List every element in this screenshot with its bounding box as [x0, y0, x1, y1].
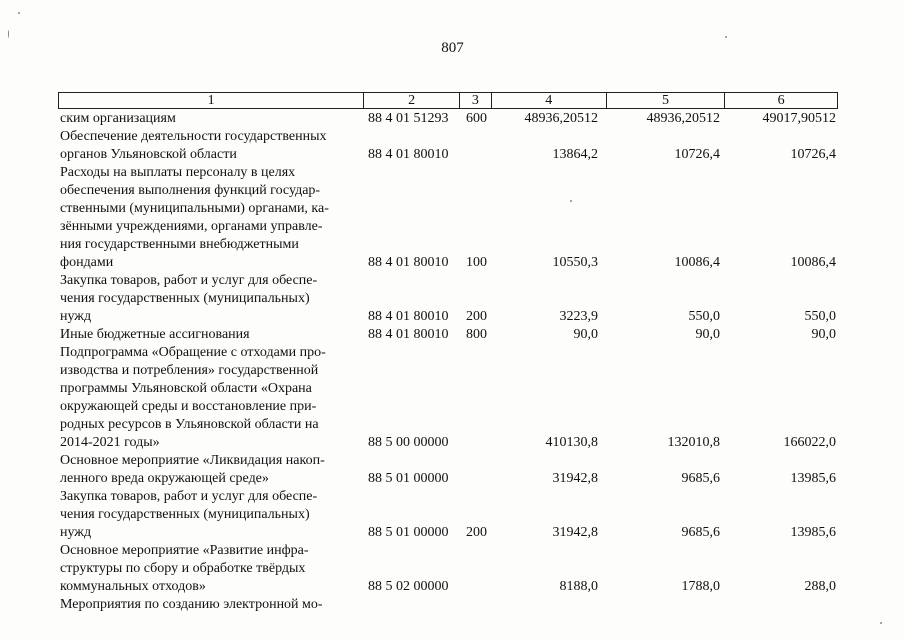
header-col-5: 5: [607, 93, 726, 108]
row-name-line: Закупка товаров, работ и услуг для обеспе-: [60, 273, 318, 288]
row-v4: 31942,8: [552, 525, 598, 540]
row-name: [60, 326, 356, 344]
row-name-line: ленного вреда окружающей среде»: [60, 471, 269, 486]
table-header: [58, 92, 838, 109]
row-v4: 90,0: [573, 327, 598, 342]
row-name: [60, 272, 356, 326]
row-name-line: Подпрограмма «Обращение с отходами про-: [60, 345, 326, 360]
row-code: 88 4 01 80010: [368, 327, 449, 342]
row-name-line: Мероприятия по созданию электронной мо-: [60, 597, 323, 612]
row-name-line: ния государственными внебюджетными: [60, 237, 299, 252]
row-name: [60, 452, 356, 488]
row-code: 88 5 01 00000: [368, 525, 449, 540]
row-name-line: Основное мероприятие «Развитие инфра-: [60, 543, 309, 558]
row-name: [60, 488, 356, 542]
row-v6: 10086,4: [790, 255, 836, 270]
scan-speck: [18, 12, 20, 14]
row-v5: 9685,6: [681, 471, 720, 486]
row-v4: 13864,2: [552, 147, 598, 162]
row-name-line: Обеспечение деятельности государственных: [60, 129, 327, 144]
table-row: [60, 596, 840, 614]
row-v6: 288,0: [804, 579, 836, 594]
row-vr: 200: [466, 525, 487, 540]
row-v4: 10550,3: [552, 255, 598, 270]
row-v5: 9685,6: [681, 525, 720, 540]
row-v5: 1788,0: [681, 579, 720, 594]
scan-speck: [8, 30, 9, 38]
table-body: [60, 110, 840, 614]
row-v6: 13985,6: [790, 525, 836, 540]
table-row: [60, 542, 840, 596]
row-name-line: нужд: [60, 525, 92, 540]
row-v5: 10726,4: [674, 147, 720, 162]
row-v5: 132010,8: [667, 435, 720, 450]
row-name-line: нужд: [60, 309, 92, 324]
row-v6: 550,0: [804, 309, 836, 324]
table-row: [60, 164, 840, 272]
row-name: [60, 344, 356, 452]
table-row: [60, 344, 840, 452]
row-name-line: Основное мероприятие «Ликвидация накоп-: [60, 453, 325, 468]
table-row: [60, 128, 840, 164]
row-name-line: Расходы на выплаты персоналу в целях: [60, 165, 296, 180]
row-v6: 90,0: [811, 327, 836, 342]
row-vr: 800: [466, 327, 487, 342]
row-v5: 48936,20512: [646, 111, 720, 126]
row-name-line: 2014-2021 годы»: [60, 435, 160, 450]
row-name: [60, 164, 356, 272]
row-v6: 13985,6: [790, 471, 836, 486]
table-row: [60, 326, 840, 344]
row-code: 88 4 01 80010: [368, 309, 449, 324]
row-name-line: ским организациям: [60, 111, 176, 126]
row-name-line: чения государственных (муниципальных): [60, 507, 310, 522]
page-number: 807: [441, 40, 464, 56]
row-name-line: окружающей среды и восстановление при-: [60, 399, 317, 414]
header-col-4: 4: [492, 93, 607, 108]
row-name-line: Закупка товаров, работ и услуг для обеспе-: [60, 489, 318, 504]
row-v4: 31942,8: [552, 471, 598, 486]
row-name-line: органов Ульяновской области: [60, 147, 237, 162]
scan-speck: [725, 36, 727, 38]
header-col-3: 3: [460, 93, 492, 108]
row-name: [60, 128, 356, 164]
row-code: 88 4 01 80010: [368, 147, 449, 162]
row-vr: 200: [466, 309, 487, 324]
row-name-line: чения государственных (муниципальных): [60, 291, 310, 306]
row-name-line: зёнными учреждениями, органами управле-: [60, 219, 323, 234]
row-name-line: родных ресурсов в Ульяновской области на: [60, 417, 319, 432]
row-vr: 600: [466, 111, 487, 126]
row-v4: 410130,8: [545, 435, 598, 450]
row-name: [60, 542, 356, 596]
row-name-line: Иные бюджетные ассигнования: [60, 327, 250, 342]
row-v5: 90,0: [695, 327, 720, 342]
row-name: [60, 596, 356, 614]
scan-speck: [880, 622, 882, 624]
row-v5: 550,0: [688, 309, 720, 324]
table-row: [60, 488, 840, 542]
row-name-line: обеспечения выполнения функций государ-: [60, 183, 321, 198]
header-col-6: 6: [777, 93, 785, 108]
table-row: [60, 452, 840, 488]
row-v4: 8188,0: [559, 579, 598, 594]
table-row: [60, 110, 840, 128]
row-vr: 100: [466, 255, 487, 270]
row-v6: 10726,4: [790, 147, 836, 162]
row-name: [60, 110, 356, 128]
row-name-line: изводства и потребления» государственной: [60, 363, 319, 378]
row-name-line: ственными (муниципальными) органами, ка-: [60, 201, 329, 216]
row-code: 88 4 01 51293: [368, 111, 449, 126]
row-name-line: фондами: [60, 255, 114, 270]
row-name-line: программы Ульяновской области «Охрана: [60, 381, 312, 396]
row-name-line: коммунальных отходов»: [60, 579, 206, 594]
row-code: 88 4 01 80010: [368, 255, 449, 270]
row-code: 88 5 00 00000: [368, 435, 449, 450]
row-v6: 49017,90512: [762, 111, 836, 126]
row-name-line: структуры по сбору и обработке твёрдых: [60, 561, 306, 576]
scan-speck: [570, 200, 572, 202]
row-v4: 3223,9: [559, 309, 598, 324]
header-col-2: 2: [364, 93, 460, 108]
row-v4: 48936,20512: [524, 111, 598, 126]
row-code: 88 5 02 00000: [368, 579, 449, 594]
table-row: [60, 272, 840, 326]
row-v5: 10086,4: [674, 255, 720, 270]
header-col-1: 1: [59, 93, 364, 108]
row-v6: 166022,0: [783, 435, 836, 450]
row-code: 88 5 01 00000: [368, 471, 449, 486]
